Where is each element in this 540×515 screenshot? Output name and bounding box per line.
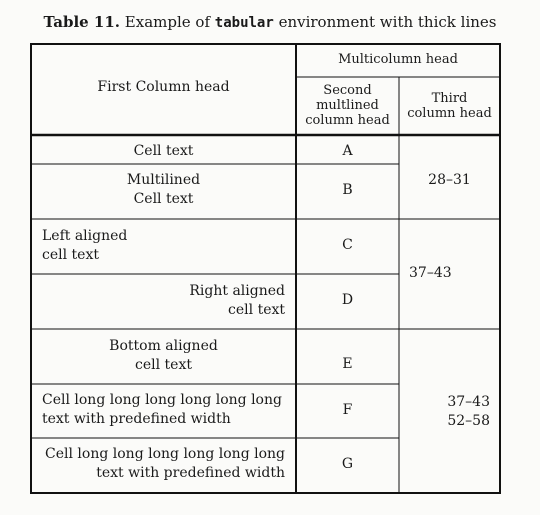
caption-label: Table 11. bbox=[43, 13, 121, 31]
cell-r4-c1: Right aligned cell text bbox=[189, 283, 285, 318]
cell-group1-c3: 28–31 bbox=[428, 172, 471, 188]
third-column-head: Third column head bbox=[407, 91, 492, 121]
cell-r5-c1: Bottom aligned cell text bbox=[109, 338, 218, 373]
caption-code: tabular bbox=[214, 15, 274, 31]
caption-prefix: Example of bbox=[124, 13, 210, 31]
cell-r7-c2: G bbox=[341, 456, 354, 472]
caption-suffix: environment with thick lines bbox=[278, 13, 497, 31]
cell-r6-c1: Cell long long long long long long text with predefined width bbox=[42, 392, 282, 427]
cell-r2-c2: B bbox=[342, 182, 353, 198]
cell-r3-c2: C bbox=[342, 237, 353, 253]
cell-r3-c1: Left aligned cell text bbox=[42, 228, 128, 263]
first-column-head: First Column head bbox=[97, 79, 230, 95]
cell-group2-c3: 37–43 bbox=[409, 265, 452, 281]
cell-r5-c2: E bbox=[342, 356, 353, 372]
cell-r6-c2: F bbox=[342, 402, 353, 418]
cell-r1-c1: Cell text bbox=[133, 143, 194, 159]
cell-r4-c2: D bbox=[341, 292, 354, 308]
cell-group3-c3: 37–43 52–58 bbox=[447, 394, 490, 429]
cell-r7-c1: Cell long long long long long long text with predefined width bbox=[45, 446, 285, 481]
multicolumn-head: Multicolumn head bbox=[338, 52, 458, 67]
cell-r2-c1: Multilined Cell text bbox=[126, 172, 201, 207]
second-column-head: Second multlined column head bbox=[305, 83, 390, 128]
cell-r1-c2: A bbox=[342, 143, 353, 159]
